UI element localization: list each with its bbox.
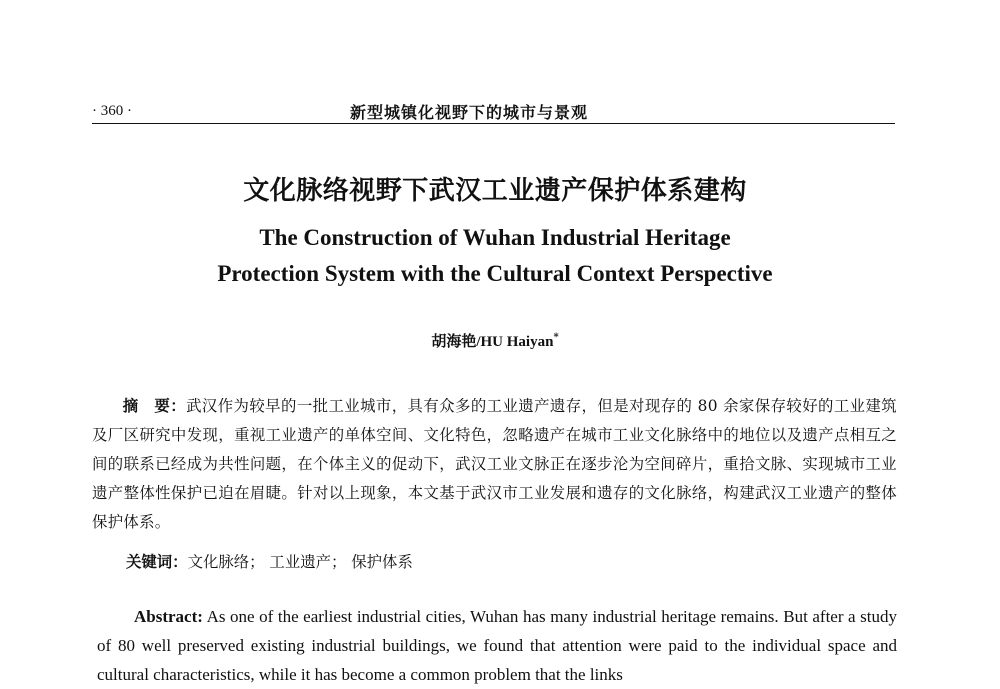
author-separator: / <box>476 334 481 350</box>
author-chinese-name: 胡海艳 <box>431 332 477 350</box>
chinese-abstract <box>92 392 897 537</box>
keywords-text: 文化脉络； 工业遗产； 保护体系 <box>187 553 413 571</box>
header-rule <box>92 123 895 124</box>
chinese-title: 文化脉络视野下武汉工业遗产保护体系建构 <box>243 176 747 206</box>
keywords-label: 关键词： <box>126 553 188 571</box>
chinese-abstract-label: 摘 要： <box>122 397 187 415</box>
english-title-line2: Protection System with the Cultural Context Perspective <box>217 261 773 286</box>
author-footnote-mark: * <box>553 332 559 343</box>
chinese-keywords <box>126 550 413 572</box>
author-line <box>0 330 990 351</box>
author-english-name: HU Haiyan <box>480 334 554 350</box>
english-title-line1: The Construction of Wuhan Industrial Heritage <box>259 225 731 250</box>
chinese-abstract-text: 武汉作为较早的一批工业城市，具有众多的工业遗产遗存，但是对现存的 80 余家保存较好的工业建筑及厂区研究中发现，重视工业遗产的单体空间、文化特色，忽略遗产在城市工业文化脉络中的地位以及遗产点相互之间的联系已经成为共性问题，在个体主义的促动下，武汉工业文脉正在逐步沦为空间碎片，重拾文脉、实现城市工业遗产整体性保护已迫在眉睫。针对以上现象，本文基于武汉市工业发展和遗存的文化脉络，构建武汉工业遗产的整体保护体系。 <box>92 397 898 531</box>
english-abstract-label: Abstract: <box>134 607 203 626</box>
english-abstract <box>97 602 897 689</box>
english-abstract-text: As one of the earliest industrial cities, Wuhan has many industrial heritage remains. But after a study of 80 well preserved existing industrial buildings, we found that attention were paid to the individual space and cultural characteristics, while it has become a common problem that the links <box>97 607 898 684</box>
running-title: 新型城镇化视野下的城市与景观 <box>350 103 589 122</box>
page-number: · 360 · <box>92 103 132 119</box>
